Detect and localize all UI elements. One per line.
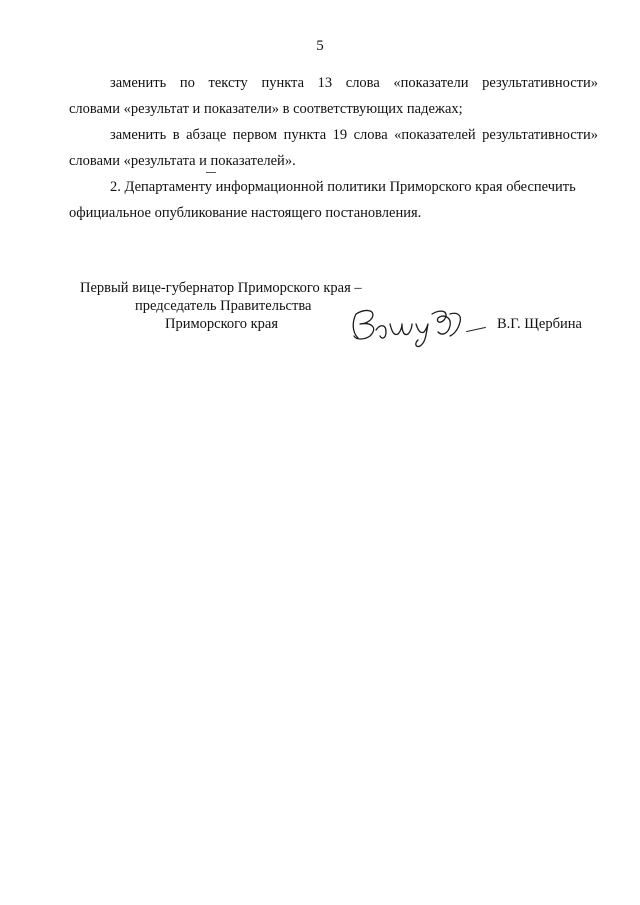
paragraph-1-line-2: словами «результат и показатели» в соответствующих падежах; <box>69 101 463 117</box>
word: в <box>172 127 180 143</box>
word: пункта <box>283 127 327 143</box>
word: результативности» <box>482 75 598 91</box>
signatory-title-line-1: Первый вице-губернатор Приморского края – <box>80 280 362 296</box>
word: «показатели <box>393 75 469 91</box>
word: абзаце <box>186 127 227 143</box>
word: по <box>179 75 195 91</box>
word: результативности» <box>482 127 598 143</box>
signatory-name: В.Г. Щербина <box>497 316 582 332</box>
signatory-title-line-2: председатель Правительства <box>135 298 312 314</box>
paragraph-3-line-1: 2. Департаменту информационной политики Приморского края обеспечить <box>110 179 576 195</box>
handwritten-signature <box>346 300 471 350</box>
stray-mark <box>206 172 216 173</box>
word: слова <box>345 75 380 91</box>
signatory-title-line-3: Приморского края <box>165 316 279 332</box>
word: 19 <box>332 127 348 143</box>
page-number: 5 <box>316 38 324 54</box>
paragraph-1-line-1 <box>110 74 598 92</box>
word: заменить <box>110 127 167 143</box>
word: заменить <box>110 75 167 91</box>
word: 13 <box>317 75 333 91</box>
word: пункта <box>261 75 305 91</box>
paragraph-2-line-1 <box>110 126 598 144</box>
word: тексту <box>208 75 248 91</box>
word: слова <box>353 127 388 143</box>
paragraph-3-line-2: официальное опубликование настоящего постановления. <box>69 205 422 221</box>
paragraph-2-line-2: словами «результата и показателей». <box>69 153 296 169</box>
word: первом <box>232 127 278 143</box>
word: «показателей <box>394 127 476 143</box>
